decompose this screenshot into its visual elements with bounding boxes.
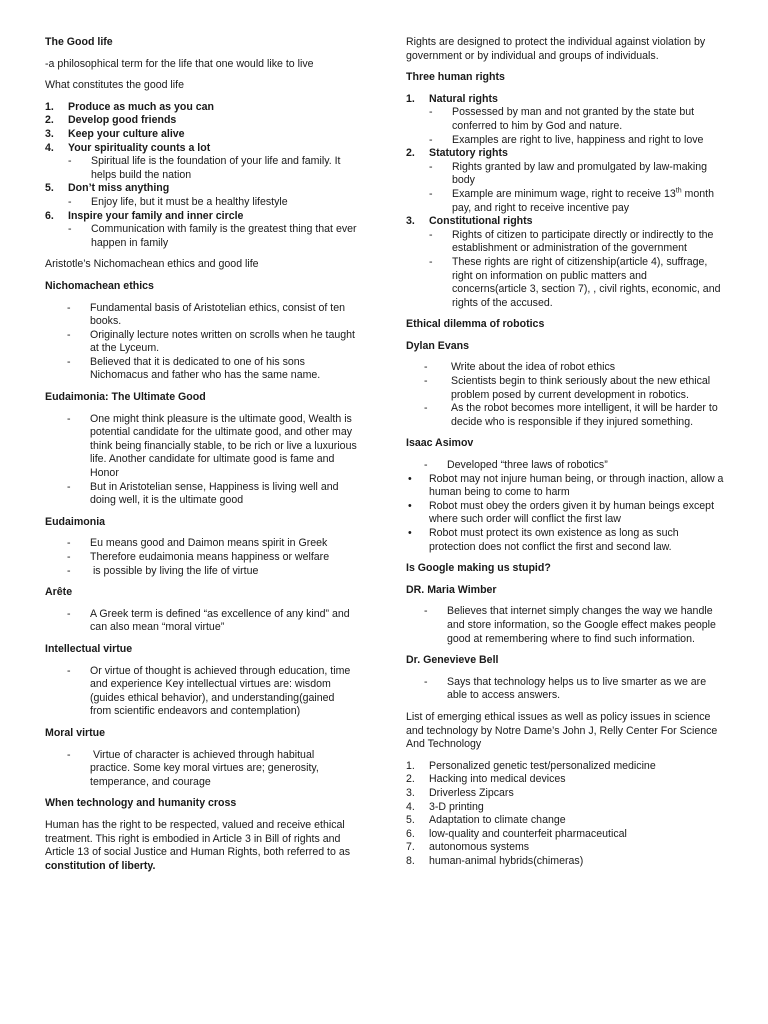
list-item: - Says that technology helps us to live smarter as we are able to access answers. — [424, 675, 707, 702]
arete-list — [45, 608, 357, 635]
what-constitutes-text: What constitutes the good life — [45, 79, 184, 92]
sub-item: - Example are minimum wage, right to receive 13th month pay, and right to receive incentive pay — [429, 187, 714, 214]
eudaimonia-list — [45, 537, 357, 578]
list-item: - Scientists begin to think seriously about the new ethical problem posed by current development in robotics. — [424, 375, 711, 401]
heading-isaac-asimov: Isaac Asimov — [406, 437, 474, 450]
bell-list — [406, 676, 724, 703]
sub-item: - Possessed by man and not granted by the state but conferred to him by God and nature. — [429, 106, 695, 132]
list-item: 7. autonomous systems — [406, 841, 530, 854]
evans-list — [406, 361, 724, 429]
issues-list — [406, 760, 724, 869]
list-item: 5. Don’t miss anything - Enjoy life, but it must be a healthy lifestyle — [45, 182, 357, 209]
right-column — [406, 36, 724, 876]
ultimate-good-list — [45, 413, 357, 508]
list-item: • Robot must obey the orders given it by human beings except where such order will conflict the first law — [408, 499, 715, 526]
sub-item: - Rights granted by law and promulgated by law-making body — [429, 160, 707, 187]
list-item: 1. Produce as much as you can — [45, 100, 215, 113]
left-column — [45, 36, 357, 873]
list-item: • Robot must protect its own existence as long as such protection does not conflict the first and second law. — [408, 527, 679, 553]
list-item: - Originally lecture notes written on scrolls when he taught at the Lyceum. — [67, 328, 355, 355]
heading-google: Is Google making us stupid? — [406, 562, 551, 575]
list-item: - Eu means good and Daimon means spirit in Greek — [67, 537, 328, 550]
sub-item: - Enjoy life, but it must be a healthy lifestyle — [68, 195, 288, 208]
sub-item: - Rights of citizen to participate directly or indirectly to the establishment or administration of the government — [429, 228, 714, 255]
rights-list — [406, 93, 724, 311]
list-item: - A Greek term is defined “as excellence of any kind” and can also mean “moral virtue” — [67, 607, 350, 634]
sub-item: - Spiritual life is the foundation of your life and family. It helps build the nation — [68, 155, 341, 181]
list-item: 3. Driverless Zipcars — [406, 786, 514, 799]
list-item: - Believed that it is dedicated to one of his sons Nichomacus and father who has the same name. — [67, 355, 321, 382]
good-life-list — [45, 101, 357, 251]
sub-item: - Examples are right to live, happiness and right to love — [429, 133, 704, 146]
list-item: 2. Statutory rights - Rights granted by law and promulgated by law-making body - Example are minimum wage, right to receive 13th month pay, and right to receive incentive pay — [406, 147, 724, 215]
list-item: 4. 3-D printing — [406, 800, 484, 813]
heading-intellectual-virtue: Intellectual virtue — [45, 642, 133, 655]
sub-item: - Communication with family is the greatest thing that ever happen in family — [68, 223, 357, 249]
heading-eudaimonia: Eudaimonia — [45, 515, 106, 528]
list-item: 5. Adaptation to climate change — [406, 814, 566, 827]
heading-moral-virtue: Moral virtue — [45, 726, 106, 739]
list-item: - But in Aristotelian sense, Happiness is living well and doing well, it is the ultimate good — [67, 480, 339, 507]
rights-intro: Rights are designed to protect the individual against violation by government or by individual and groups of individuals. — [406, 36, 706, 62]
good-life-definition: -a philosophical term for the life that one would like to live — [45, 57, 314, 70]
heading-arete: Arête — [45, 586, 73, 599]
list-item: 2. Develop good friends — [45, 114, 177, 127]
list-item: 1. Personalized genetic test/personalized medicine — [406, 759, 656, 772]
heading-robotics: Ethical dilemma of robotics — [406, 318, 545, 331]
wimber-list — [406, 605, 724, 646]
asimov-laws-list — [406, 473, 724, 555]
list-item: - Believes that internet simply changes the way we handle and store information, so the Google effect makes people good at remembering where to find such information. — [424, 605, 716, 645]
technology-paragraph: Human has the right to be respected, valued and receive ethical treatment. This right is embodied in Article 3 in Bill of rights and Article 13 of social Justice and Human Rights, both referred to as constitution of liberty. — [45, 818, 351, 872]
sub-item: - These rights are right of citizenship(article 4), suffrage, right on information on public matters and concerns(article 3, section 7), , civil rights, economic, and rights of the accused. — [429, 255, 721, 309]
heading-three-human-rights: Three human rights — [406, 71, 505, 84]
nichomachean-list — [45, 302, 357, 384]
list-item: - Write about the idea of robot ethics — [424, 361, 616, 374]
list-item: - Fundamental basis of Aristotelian ethics, consist of ten books. — [67, 301, 345, 328]
heading-dylan-evans: Dylan Evans — [406, 339, 470, 352]
issues-intro: List of emerging ethical issues as well as policy issues in science and technology by Notre Dame’s John J, Relly Center For Science And Technology — [406, 710, 718, 751]
list-item: 6. low-quality and counterfeit pharmaceutical — [406, 827, 627, 840]
list-item: - Developed “three laws of robotics” — [424, 459, 608, 472]
list-item: - Or virtue of thought is achieved through education, time and experience Key intellectual virtues are: wisdom (guides ethical behavior), and understanding(gained from scientific endeavors and contemplation) — [67, 664, 351, 718]
moral-list — [45, 749, 357, 790]
list-item: - One might think pleasure is the ultimate good, Wealth is potential candidate for the ultimate good, and other may think being financially stable, to be rich or live a luxurious life. Another candidate for ultimate good is fame and Honor — [67, 412, 357, 480]
list-item: - Therefore eudaimonia means happiness or welfare — [67, 551, 330, 563]
list-item: 8. human-animal hybrids(chimeras) — [406, 854, 584, 867]
list-item: 6. Inspire your family and inner circle - Communication with family is the greatest thing that ever happen in family — [45, 209, 357, 249]
heading-technology-humanity: When technology and humanity cross — [45, 797, 237, 810]
list-item: 3. Keep your culture alive — [45, 127, 185, 140]
list-item: 3. Constitutional rights - Rights of citizen to participate directly or indirectly to the establishment or administration of the government - These rights are right of citizenship(article 4), suffrage, right on information on public matters and concerns(article 3, section 7), , civil rights, economic, and rights of the accused. — [406, 215, 724, 310]
aristotle-intro: Aristotle’s Nichomachean ethics and good life — [45, 258, 259, 271]
list-item: - Virtue of character is achieved through habitual practice. Some key moral virtues are; generosity, temperance, and courage — [67, 748, 322, 788]
intellectual-list — [45, 665, 357, 719]
list-item: - is possible by living the life of virtue — [67, 564, 259, 577]
list-item: 4. Your spirituality counts a lot - Spiritual life is the foundation of your life and family. It helps build the nation — [45, 142, 357, 183]
list-item: • Robot may not injure human being, or through inaction, allow a human being to come to harm — [408, 472, 724, 499]
heading-genevieve-bell: Dr. Genevieve Bell — [406, 654, 499, 667]
list-item: 1. Natural rights - Possessed by man and not granted by the state but conferred to him by God and nature. - Examples are right to live, happiness and right to love — [406, 93, 724, 147]
heading-maria-wimber: DR. Maria Wimber — [406, 583, 497, 596]
heading-nichomachean: Nichomachean ethics — [45, 279, 154, 292]
list-item: - As the robot becomes more intelligent, it will be harder to decide who is responsible if they injured something. — [424, 402, 718, 428]
heading-ultimate-good: Eudaimonia: The Ultimate Good — [45, 391, 206, 404]
list-item: 2. Hacking into medical devices — [406, 773, 566, 786]
heading-good-life: The Good life — [45, 36, 113, 48]
